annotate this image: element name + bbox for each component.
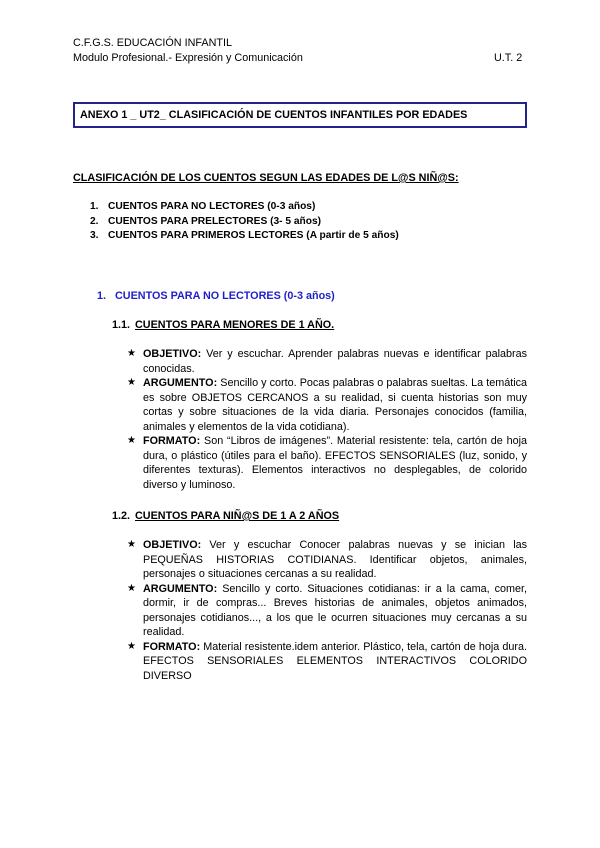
star-bullet-icon bbox=[127, 582, 143, 597]
subsection-title: CUENTOS PARA MENORES DE 1 AÑO. bbox=[135, 319, 335, 331]
bullet-label: FORMATO: bbox=[143, 435, 201, 447]
list-item-text: CUENTOS PARA PRIMEROS LECTORES (A partir de 5 años) bbox=[108, 230, 399, 241]
annex-title-box bbox=[73, 102, 527, 128]
bullet-body bbox=[143, 434, 527, 492]
bullet-label: OBJETIVO: bbox=[143, 348, 202, 360]
bullet-text: Son “Libros de imágenes”. Material resistente: tela, cartón de hoja dura, o plástico (útiles para el baño). EFECTOS SENSORIALES (luz, sonido, y diferentes texturas). Elementos interactivos no desplegables, de colorido diverso y luminoso. bbox=[143, 435, 527, 491]
list-item-text: CUENTOS PARA NO LECTORES (0-3 años) bbox=[108, 201, 316, 212]
subsection-heading bbox=[112, 318, 334, 332]
star-bullet-icon bbox=[127, 434, 143, 449]
bullet-text: Sencillo y corto. Situaciones cotidianas: ir a la cama, comer, dormir, ir de compras... Breves historias de animales, objetos animados, personajes cotidianos..., a los que le ocurren situaciones muy cercanas a su realidad. bbox=[143, 582, 527, 638]
bullet-text: Ver y escuchar. Aprender palabras nuevas e identificar palabras conocidas. bbox=[143, 348, 527, 375]
section-heading bbox=[97, 289, 335, 303]
classification-list bbox=[90, 200, 399, 244]
classification-heading: CLASIFICACIÓN DE LOS CUENTOS SEGUN LAS EDADES DE L@S NIÑ@S: bbox=[73, 172, 459, 184]
list-item-text: CUENTOS PARA PRELECTORES (3- 5 años) bbox=[108, 215, 322, 227]
subsection-number: 1.2. bbox=[112, 510, 131, 522]
bullet-list bbox=[127, 538, 527, 683]
bullet-label: OBJETIVO: bbox=[143, 539, 202, 551]
list-item-number: 3. bbox=[90, 230, 99, 241]
bullet-item bbox=[127, 640, 527, 684]
star-bullet-icon bbox=[127, 347, 143, 362]
star-bullet-icon bbox=[127, 376, 143, 391]
star-bullet-icon bbox=[127, 538, 143, 553]
bullet-label: FORMATO: bbox=[143, 640, 201, 653]
bullet-body bbox=[143, 376, 527, 434]
bullet-body bbox=[143, 582, 527, 640]
bullet-label: ARGUMENTO: bbox=[143, 377, 218, 389]
bullet-list bbox=[127, 347, 527, 492]
list-item bbox=[90, 200, 399, 215]
bullet-item bbox=[127, 538, 527, 582]
bullet-item bbox=[127, 582, 527, 640]
course-title: C.F.G.S. EDUCACIÓN INFANTIL bbox=[73, 37, 232, 49]
bullet-text: Sencillo y corto. Pocas palabras o palabras sueltas. La temática es sobre OBJETOS CERCANOS a su realidad, si cuenta historias son muy cortas y sobre situaciones de la vida diaria. Personajes conocidos (familia, animales y elementos de la vida cotidiana). bbox=[143, 377, 528, 433]
bullet-text: Material resistente.idem anterior. Plástico, tela, cartón de hoja dura. EFECTOS SENSORIALES ELEMENTOS INTERACTIVOS COLORIDO DIVERSO bbox=[143, 640, 528, 682]
subsection-number: 1.1. bbox=[112, 319, 131, 331]
annex-title: ANEXO 1 _ UT2_ CLASIFICACIÓN DE CUENTOS INFANTILES POR EDADES bbox=[80, 109, 468, 121]
bullet-item bbox=[127, 347, 527, 376]
subsection-title: CUENTOS PARA NIÑ@S DE 1 A 2 AÑOS bbox=[135, 510, 340, 522]
subsection-heading bbox=[112, 509, 339, 523]
unit-label: U.T. 2 bbox=[494, 52, 523, 64]
bullet-body bbox=[143, 538, 527, 582]
bullet-body bbox=[143, 347, 527, 376]
module-title: Modulo Profesional.- Expresión y Comunicación bbox=[73, 52, 303, 64]
bullet-item bbox=[127, 376, 527, 434]
bullet-text: Ver y escuchar Conocer palabras nuevas y se inician las PEQUEÑAS HISTORIAS COTIDIANAS. Identificar objetos, animales, personajes o situaciones cercanas a su realidad. bbox=[143, 539, 527, 580]
section-title: CUENTOS PARA NO LECTORES (0-3 años) bbox=[115, 290, 335, 302]
list-item bbox=[90, 229, 399, 244]
section-number: 1. bbox=[97, 290, 107, 302]
list-item-number: 1. bbox=[90, 201, 99, 212]
list-item bbox=[90, 215, 399, 230]
list-item-number: 2. bbox=[90, 215, 99, 227]
bullet-item bbox=[127, 434, 527, 492]
bullet-body bbox=[143, 640, 527, 684]
bullet-label: ARGUMENTO: bbox=[143, 582, 218, 595]
star-bullet-icon bbox=[127, 640, 143, 655]
